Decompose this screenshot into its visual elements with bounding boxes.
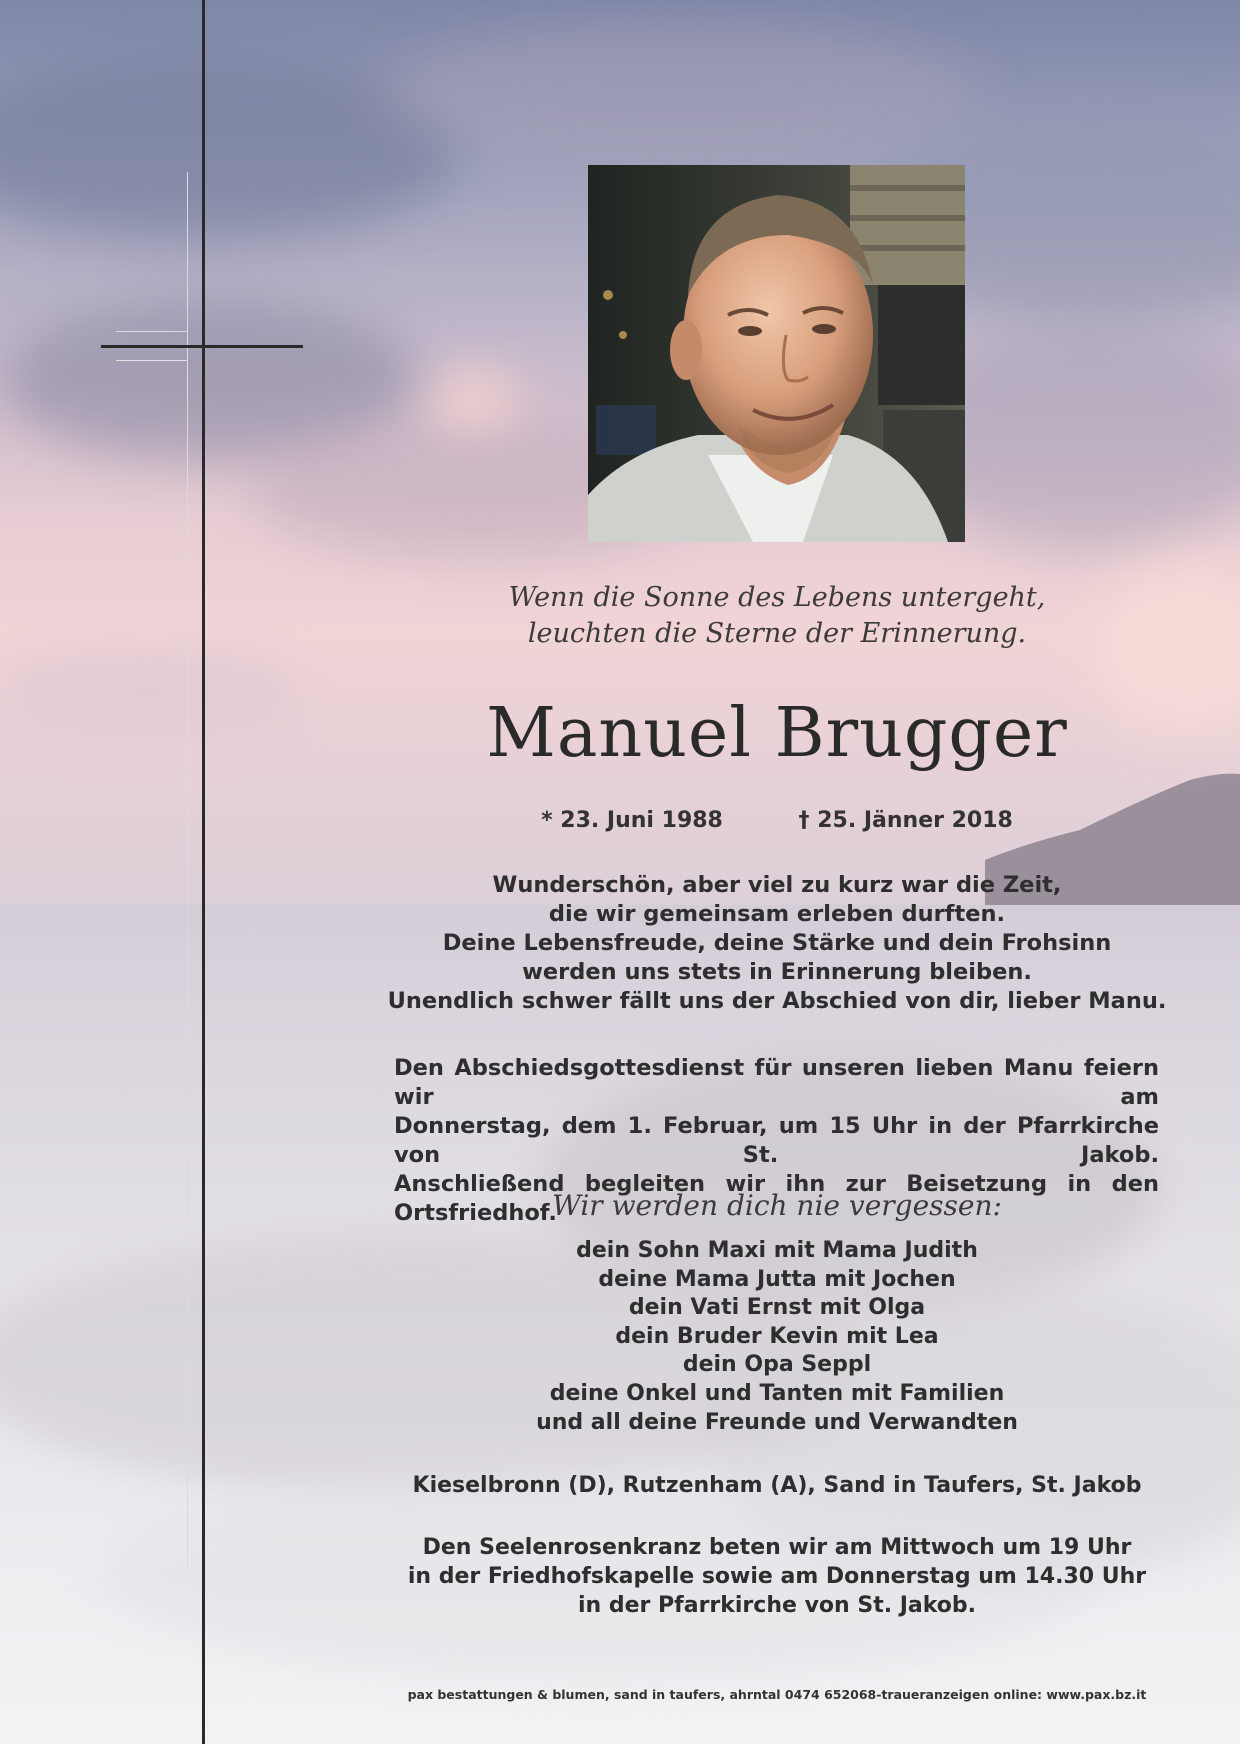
tribute-line: Deine Lebensfreude, deine Stärke und dein Frohsinn — [442, 930, 1112, 956]
rosary-line: Den Seelenrosenkranz beten wir am Mittwoch um 19 Uhr — [422, 1535, 1132, 1560]
service-line: Donnerstag, dem 1. Februar, um 15 Uhr in der Pfarrkirche von St. Jakob. — [394, 1113, 1159, 1168]
mourners-list — [380, 1237, 1174, 1437]
service-line: Anschließend begleiten wir ihn zur Beisetzung in den Ortsfriedhof. — [394, 1171, 1159, 1226]
birth-date: * 23. Juni 1988 — [541, 808, 723, 833]
mourner: dein Vati Ernst mit Olga — [628, 1295, 926, 1321]
portrait-photo — [588, 165, 965, 542]
cross-vertical-bar — [202, 0, 205, 1744]
motto-line: Wenn die Sonne des Lebens untergeht, — [508, 582, 1046, 613]
tribute-line: Wunderschön, aber viel zu kurz war die Zeit, — [492, 872, 1062, 898]
places: Kieselbronn (D), Rutzenham (A), Sand in Taufers, St. Jakob — [412, 1473, 1142, 1498]
mourner: dein Opa Seppl — [682, 1352, 872, 1378]
mourner: und all deine Freunde und Verwandten — [536, 1409, 1018, 1435]
deceased-name: Manuel Brugger — [486, 694, 1068, 773]
portrait-illustration — [588, 165, 965, 542]
mourner: deine Onkel und Tanten mit Familien — [549, 1380, 1005, 1406]
death-date: † 25. Jänner 2018 — [798, 808, 1013, 833]
service-line: Den Abschiedsgottesdienst für unseren lieben Manu feiern wir am — [394, 1055, 1159, 1110]
mourner: dein Bruder Kevin mit Lea — [615, 1323, 939, 1349]
mourner: deine Mama Jutta mit Jochen — [598, 1266, 956, 1292]
never-forget-heading: Wir werden dich nie vergessen: — [552, 1189, 1002, 1222]
motto-line: leuchten die Sterne der Erinnerung. — [527, 618, 1027, 649]
tribute-line: Unendlich schwer fällt uns der Abschied von dir, lieber Manu. — [387, 988, 1167, 1014]
tribute-text — [380, 871, 1174, 1016]
rosary-announcement — [380, 1533, 1174, 1620]
life-dates — [380, 806, 1174, 836]
tribute-line: werden uns stets in Erinnerung bleiben. — [522, 959, 1032, 985]
cross-thin-horizontal-line-bottom — [116, 360, 187, 361]
rosary-line: in der Friedhofskapelle sowie am Donnerstag um 14.30 Uhr — [407, 1564, 1147, 1589]
cross-horizontal-bar — [101, 345, 303, 348]
rosary-line: in der Pfarrkirche von St. Jakob. — [577, 1593, 977, 1618]
cross-thin-horizontal-line-top — [116, 331, 187, 332]
cross-thin-vertical-line — [187, 172, 188, 1570]
footer-credit: pax bestattungen & blumen, sand in taufers, ahrntal 0474 652068-traueranzeigen online: www.pax.bz.it — [407, 1687, 1147, 1702]
mourner: dein Sohn Maxi mit Mama Judith — [576, 1238, 978, 1263]
motto — [380, 580, 1174, 652]
tribute-line: die wir gemeinsam erleben durften. — [548, 901, 1006, 927]
